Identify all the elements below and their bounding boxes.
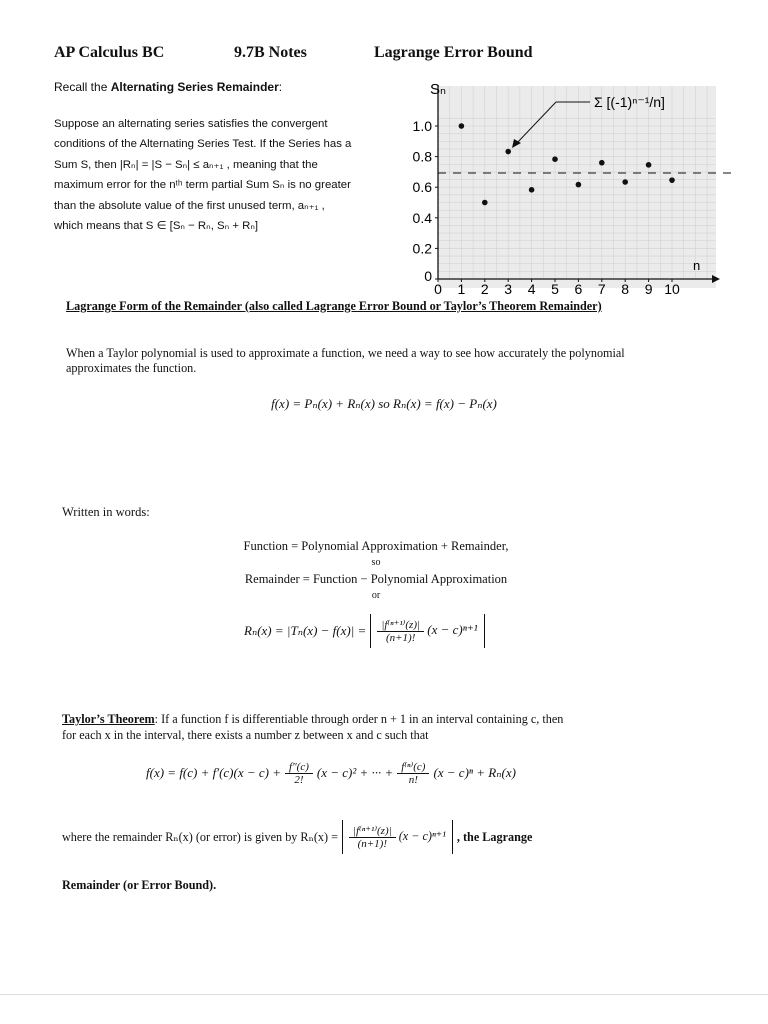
- x-tick-label: 9: [644, 281, 653, 297]
- remainder-prefix: where the remainder Rₙ(x) (or error) is given by Rₙ(x) =: [62, 829, 338, 844]
- y-tick-label: 0: [424, 268, 432, 284]
- data-point: [669, 177, 675, 183]
- remainder-power-term: (x − c)ⁿ⁺¹: [398, 828, 446, 843]
- fraction-numerator: f⁽ⁿ⁾(c): [397, 760, 429, 774]
- written-in-words-label: Written in words:: [62, 505, 150, 519]
- paragraph-line: conditions of the Alternating Series Test. If the Series has a: [54, 138, 352, 151]
- remainder-abs-bars: [342, 820, 453, 854]
- fraction-denominator: (n+1)!: [385, 632, 416, 644]
- page-divider: [0, 994, 768, 995]
- y-tick-labels: [413, 118, 438, 284]
- x-tick-label: 3: [504, 281, 513, 297]
- data-point: [505, 149, 511, 155]
- y-tick-label: 0.8: [412, 148, 432, 165]
- x-tick-label: 2: [480, 281, 489, 297]
- data-point: [622, 179, 628, 185]
- words-line-1: Function = Polynomial Approximation + Remainder,: [243, 539, 509, 553]
- data-point: [576, 182, 582, 188]
- recall-line: [54, 80, 282, 94]
- remainder-closing: Remainder (or Error Bound).: [62, 878, 217, 892]
- lagrange-section-title: Lagrange Form of the Remainder (also called Lagrange Error Bound or Taylor’s Theorem Remainder): [66, 299, 602, 313]
- partial-sums-chart: [408, 76, 744, 298]
- remainder-abs-bars: [370, 614, 484, 648]
- fraction-numerator: f″(c): [285, 761, 313, 774]
- page-title: Lagrange Error Bound: [374, 44, 533, 61]
- data-point: [599, 160, 605, 166]
- data-point: [552, 156, 558, 162]
- nth-derivative-fraction: [397, 760, 429, 786]
- x-tick-label: 4: [527, 281, 536, 297]
- words-or: or: [371, 590, 381, 601]
- words-line-2: Remainder = Function − Polynomial Approximation: [244, 572, 508, 586]
- fraction-denominator: (n+1)!: [357, 838, 388, 850]
- data-point: [529, 187, 535, 193]
- remainder-definition-equation: f(x) = Pₙ(x) + Rₙ(x) so Rₙ(x) = f(x) − Pₙ(x): [271, 396, 497, 411]
- data-point: [482, 200, 488, 206]
- paragraph-line: which means that S ∈ [Sₙ − Rₙ, Sₙ + Rₙ]: [54, 220, 259, 233]
- lagrange-intro: When a Taylor polynomial is used to approximate a function, we need a way to see how accurately the polynomial approximates the function.: [66, 346, 625, 375]
- y-tick-label: 1.0: [412, 118, 432, 134]
- y-tick-label: 0.4: [412, 209, 432, 226]
- y-tick-label: 0.2: [412, 240, 432, 257]
- paragraph-line: maximum error for the nᵗʰ term partial Sum Sₙ is no greater: [54, 179, 351, 192]
- words-so: so: [371, 557, 381, 568]
- x-axis-label: n: [693, 258, 701, 273]
- recall-prefix: Recall the: [54, 80, 111, 94]
- y-tick-label: 0.6: [412, 179, 432, 196]
- remainder-power-term: (x − c)ⁿ⁺¹: [427, 621, 478, 637]
- fraction-denominator: n!: [408, 774, 418, 786]
- series-start: f(x) = f(c) + f′(c)(x − c) +: [146, 765, 282, 780]
- fraction-numerator: |f⁽ⁿ⁺¹⁾(z)|: [377, 618, 424, 632]
- remainder-fraction: [377, 618, 424, 644]
- taylor-series-formula: [146, 760, 516, 786]
- series-end: (x − c)ⁿ + Rₙ(x): [433, 765, 516, 780]
- alternating-paragraph: [54, 114, 404, 236]
- taylor-text-2: for each x in the interval, there exists a number z between x and c such that: [62, 728, 429, 742]
- second-derivative-fraction: [285, 761, 313, 786]
- taylor-theorem-label: Taylor’s Theorem: [62, 712, 155, 726]
- remainder-lhs: Rₙ(x) = |Tₙ(x) − f(x)| =: [244, 623, 367, 638]
- series-annotation: Σ [(-1)ⁿ⁻¹/n]: [594, 94, 665, 110]
- taylor-text-1: : If a function f is differentiable through order n + 1 in an interval containing c, then: [154, 712, 564, 726]
- remainder-suffix: , the Lagrange: [456, 829, 533, 844]
- paragraph-line: Suppose an alternating series satisfies the convergent: [54, 118, 328, 130]
- x-tick-label: 10: [664, 281, 680, 297]
- remainder-sentence: [62, 820, 532, 854]
- section-label: 9.7B Notes: [234, 44, 307, 61]
- remainder-fraction: [349, 824, 396, 850]
- fraction-denominator: 2!: [294, 773, 304, 786]
- paragraph-line: Sum S, then |Rₙ| = |S − Sₙ| ≤ aₙ₊₁ , meaning that the: [54, 158, 318, 171]
- x-tick-label: 1: [457, 281, 466, 297]
- series-mid: (x − c)² + ··· +: [316, 765, 394, 780]
- y-axis-label: Sₙ: [430, 81, 446, 98]
- x-tick-label: 7: [597, 281, 606, 297]
- x-tick-label: 6: [574, 281, 583, 297]
- paragraph-line: than the absolute value of the first unused term, aₙ₊₁ ,: [54, 199, 325, 212]
- remainder-words-formula: [244, 614, 485, 648]
- data-point: [459, 123, 465, 129]
- recall-term: Alternating Series Remainder: [110, 80, 279, 94]
- data-point: [646, 162, 652, 168]
- x-tick-label: 5: [551, 281, 559, 297]
- x-tick-label: 0: [434, 281, 442, 297]
- fraction-numerator: |f⁽ⁿ⁺¹⁾(z)|: [349, 824, 396, 838]
- course-title: AP Calculus BC: [54, 44, 165, 61]
- taylor-theorem-statement: [62, 711, 702, 743]
- x-tick-label: 8: [621, 281, 630, 297]
- recall-suffix: :: [278, 80, 283, 94]
